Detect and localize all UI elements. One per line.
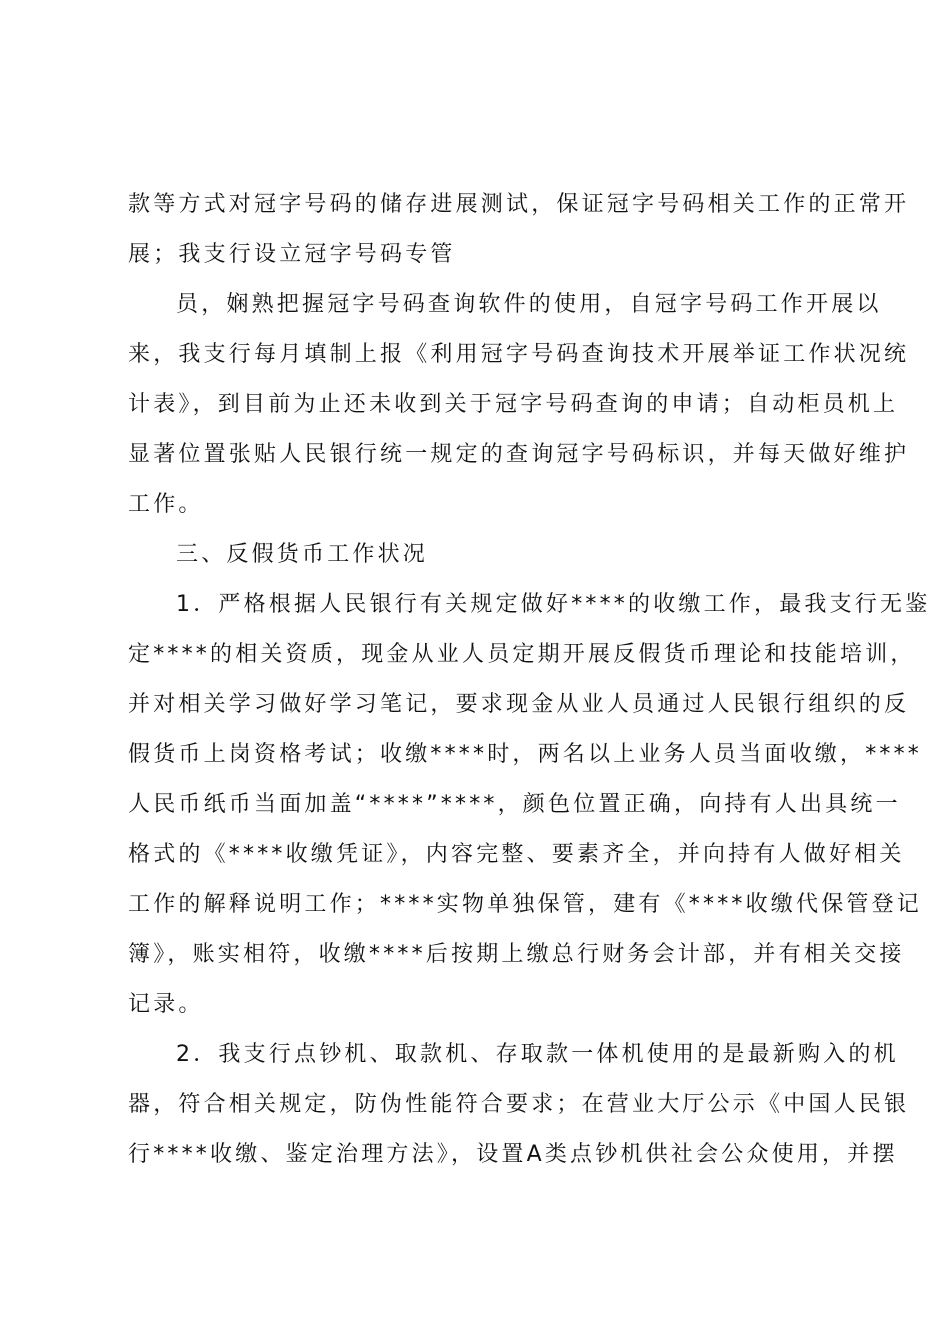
paragraph-line: 定****的相关资质，现金从业人员定期开展反假货币理论和技能培训， xyxy=(128,642,916,667)
paragraph-line: 器，符合相关规定，防伪性能符合要求；在营业大厅公示《中国人民银 xyxy=(128,1092,910,1117)
paragraph-line: 人民币纸币当面加盖“****”****，颜色位置正确，向持有人出具统一 xyxy=(128,792,901,817)
paragraph-line: 格式的《****收缴凭证》，内容完整、要素齐全，并向持有人做好相关 xyxy=(128,842,905,867)
paragraph-line: 工作。 xyxy=(128,492,204,517)
paragraph-line: 展；我支行设立冠字号码专管 xyxy=(128,242,456,267)
paragraph-line: 假货币上岗资格考试；收缴****时，两名以上业务人员当面收缴，**** xyxy=(128,742,923,767)
paragraph-line: 并对相关学习做好学习笔记，要求现金从业人员通过人民银行组织的反 xyxy=(128,692,910,717)
paragraph-line: 1．严格根据人民银行有关规定做好****的收缴工作，最我支行无鉴 xyxy=(176,592,931,617)
section-heading: 三、反假货币工作状况 xyxy=(176,542,429,567)
paragraph-line: 簿》，账实相符，收缴****后按期上缴总行财务会计部，并有相关交接 xyxy=(128,942,905,967)
paragraph-line: 工作的解释说明工作；****实物单独保管，建有《****收缴代保管登记 xyxy=(128,892,923,917)
paragraph-line: 款等方式对冠字号码的储存进展测试，保证冠字号码相关工作的正常开 xyxy=(128,192,910,217)
paragraph-line: 计表》，到目前为止还未收到关于冠字号码查询的申请；自动柜员机上 xyxy=(128,392,899,417)
paragraph-line: 来，我支行每月填制上报《利用冠字号码查询技术开展举证工作状况统 xyxy=(128,342,910,367)
paragraph-line: 行****收缴、鉴定治理方法》，设置A类点钞机供社会公众使用，并摆 xyxy=(128,1142,898,1167)
paragraph-line: 显著位置张贴人民银行统一规定的查询冠字号码标识，并每天做好维护 xyxy=(128,442,910,467)
paragraph-line: 2．我支行点钞机、取款机、存取款一体机使用的是最新购入的机 xyxy=(176,1042,899,1067)
paragraph-line: 员，娴熟把握冠字号码查询软件的使用，自冠字号码工作开展以 xyxy=(176,292,882,317)
paragraph-line: 记录。 xyxy=(128,992,204,1017)
